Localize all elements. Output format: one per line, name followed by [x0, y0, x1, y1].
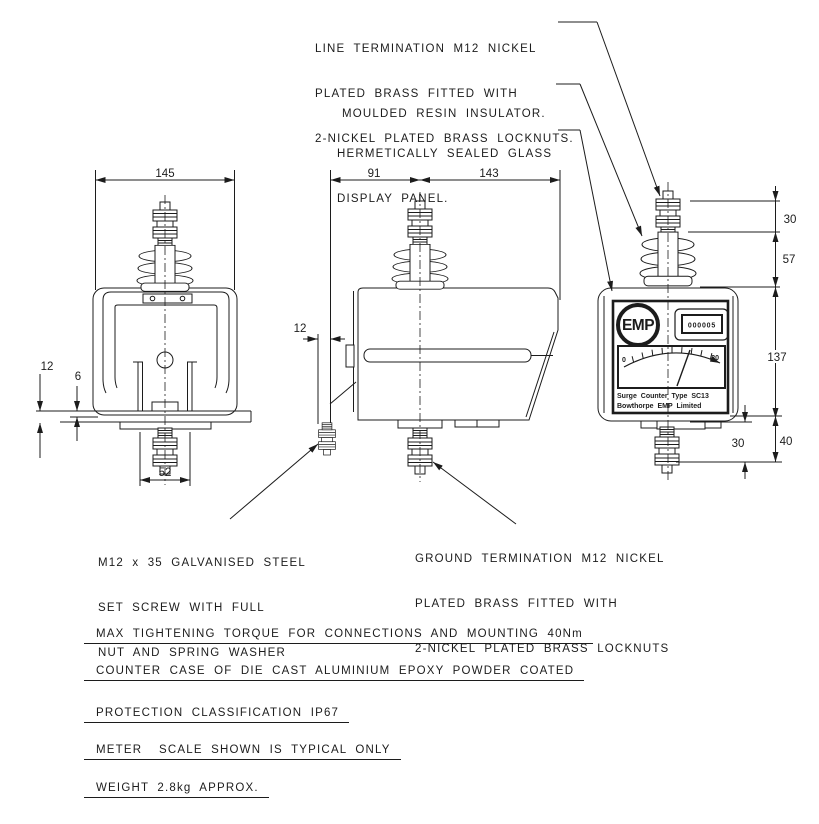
- counter-value: 000005: [687, 322, 717, 330]
- front-view: [36, 170, 251, 486]
- meter-type-label: Surge Counter Type SC13: [617, 393, 709, 400]
- callout-display-panel: HERMETICALLY SEALED GLASS DISPLAY PANEL.: [337, 148, 553, 205]
- dim-40: 40: [779, 436, 793, 448]
- dim-143: 143: [479, 168, 499, 180]
- dim-30-bottom: 30: [731, 438, 745, 450]
- dim-52: 52: [158, 467, 172, 479]
- note-meter-scale: METER SCALE SHOWN IS TYPICAL ONLY: [84, 744, 401, 760]
- callout-line-termination: LINE TERMINATION M12 NICKEL PLATED BRASS FITTED WITH 2-NICKEL PLATED BRASS LOCKNUTS.: [315, 43, 574, 145]
- callout-set-screw: M12 x 35 GALVANISED STEEL SET SCREW WITH FULL NUT AND SPRING WASHER: [98, 557, 306, 659]
- scale-max-label: 30: [711, 355, 719, 362]
- leader-line-termination: [597, 22, 660, 196]
- dim-137: 137: [767, 352, 787, 364]
- leader-display-panel: [580, 130, 612, 291]
- dim-12-side: 12: [293, 323, 307, 335]
- note-weight: WEIGHT 2.8kg APPROX.: [84, 782, 269, 798]
- ground-termination-face: [655, 427, 679, 473]
- dim-12-front: 12: [40, 361, 54, 373]
- callout-ground-termination: GROUND TERMINATION M12 NICKEL PLATED BRASS FITTED WITH 2-NICKEL PLATED BRASS LOCKNUTS: [415, 553, 670, 655]
- line-termination-face: [656, 191, 680, 237]
- leader-ground-termination: [433, 462, 516, 524]
- dim-30-top: 30: [783, 214, 797, 226]
- emp-logo-text: EMP: [621, 317, 655, 334]
- leader-set-screw: [230, 444, 318, 519]
- dim-91: 91: [367, 168, 381, 180]
- dim-57: 57: [782, 254, 796, 266]
- dim-6: 6: [74, 371, 82, 383]
- scale-min-label: 0: [622, 357, 626, 364]
- meter-brand-label: Bowthorpe EMP Limited: [617, 403, 702, 410]
- dim-145: 145: [155, 168, 175, 180]
- note-case-material: COUNTER CASE OF DIE CAST ALUMINIUM EPOXY POWDER COATED: [84, 665, 584, 681]
- set-screw-side: [319, 423, 336, 455]
- note-torque: MAX TIGHTENING TORQUE FOR CONNECTIONS AND MOUNTING 40Nm: [84, 628, 593, 644]
- callout-insulator: MOULDED RESIN INSULATOR.: [342, 108, 546, 120]
- mounting-bracket-inner: [115, 305, 217, 388]
- note-protection: PROTECTION CLASSIFICATION IP67: [84, 707, 349, 723]
- leader-insulator: [580, 84, 642, 236]
- mounting-bracket-outer: [103, 292, 229, 393]
- rail-bar: [364, 349, 531, 362]
